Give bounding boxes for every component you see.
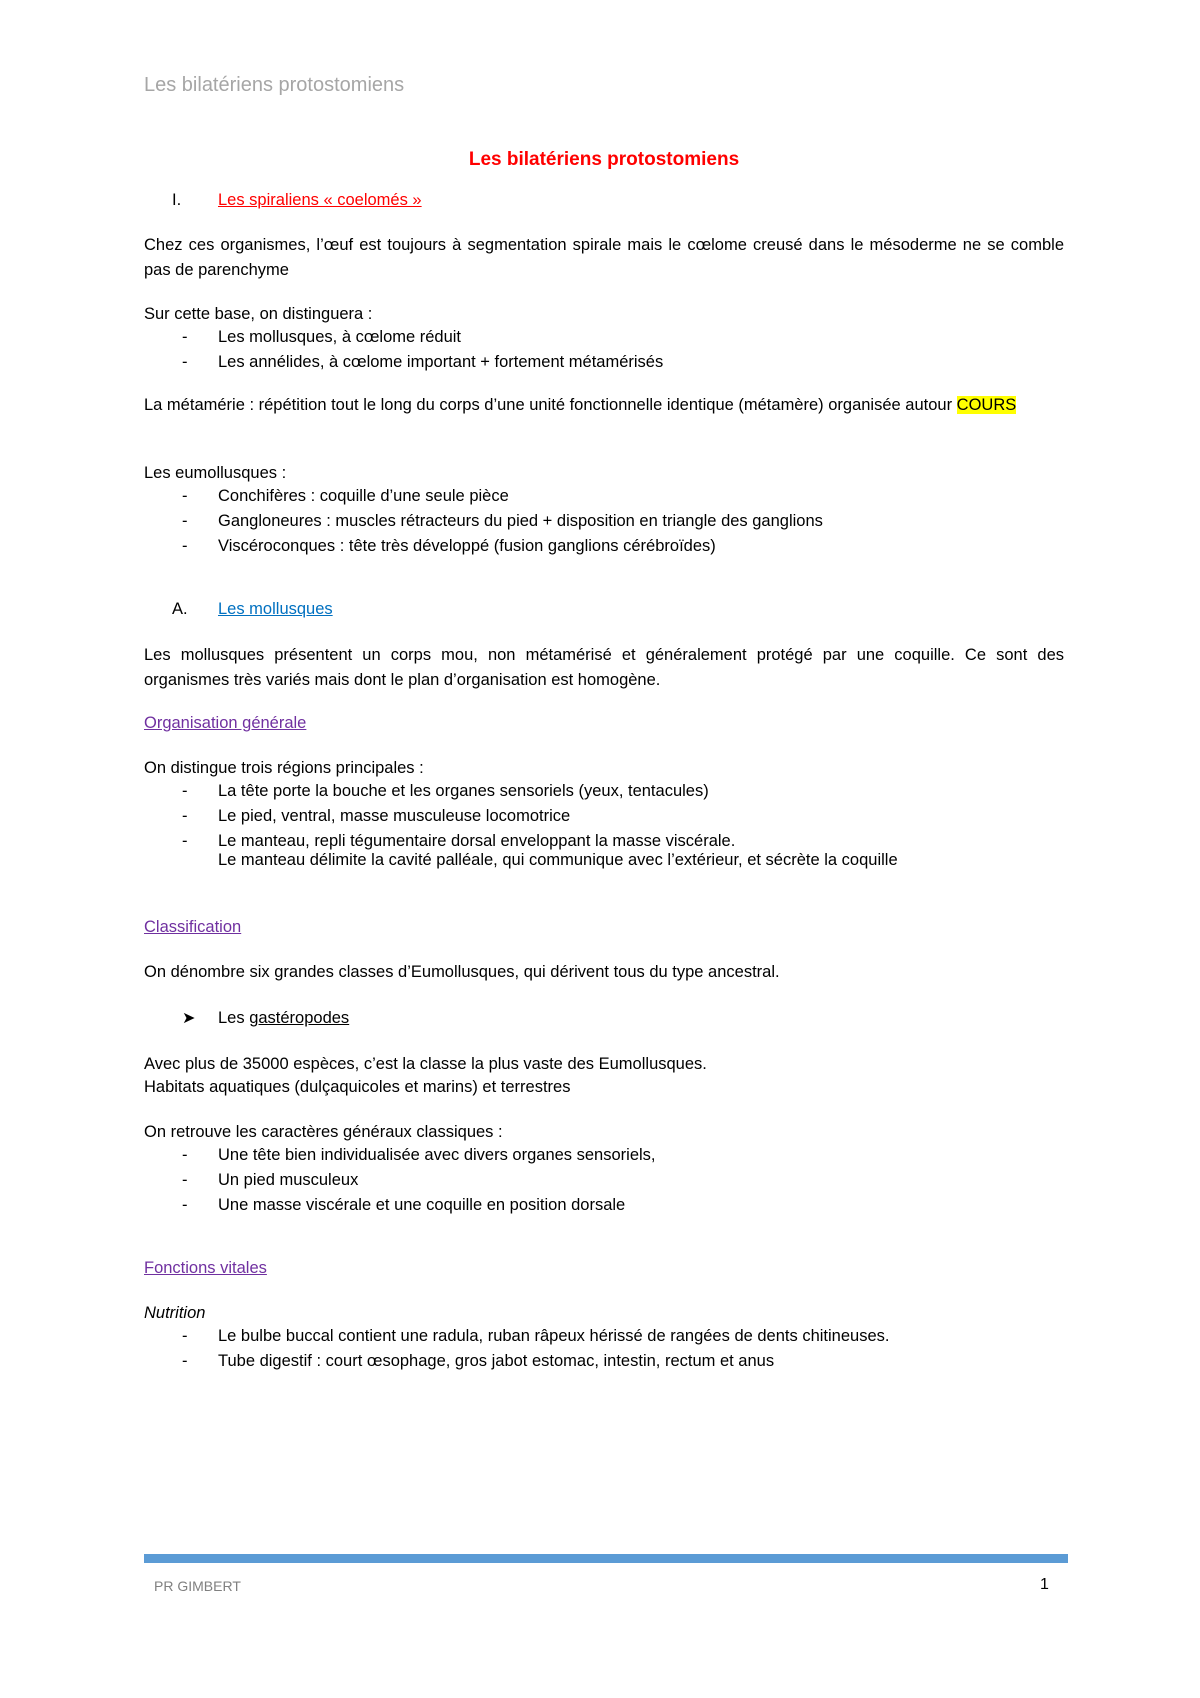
gasteropodes-prefix: Les — [218, 1009, 250, 1027]
classification-heading-row — [144, 915, 1064, 940]
list-item: - Tube digestif : court œsophage, gros jabot estomac, intestin, rectum et anus — [144, 1349, 1064, 1374]
gasteropodes-title: gastéropodes — [249, 1009, 350, 1027]
section-1-title: Les spiraliens « coelomés » — [218, 191, 422, 209]
highlighted-text: COURS — [956, 396, 1017, 414]
classification-heading: Classification — [144, 918, 242, 936]
section-a-letter: A. — [172, 600, 188, 618]
manteau-continuation: Le manteau délimite la cavité palléale, qui communique avec l’extérieur, et sécrète la coquille — [218, 851, 898, 869]
list-item: - Le pied, ventral, masse musculeuse locomotrice — [144, 804, 1064, 829]
list-item: - Une masse viscérale et une coquille en position dorsale — [144, 1193, 1064, 1218]
eumollusques-list — [144, 484, 1064, 559]
base-lead: Sur cette base, on distinguera : — [144, 305, 373, 323]
section-a-heading — [144, 597, 1064, 622]
arrow-bullet-icon: ➤ — [182, 1010, 196, 1027]
list-item: - Un pied musculeux — [144, 1168, 1064, 1193]
list-item: - Une tête bien individualisée avec divers organes sensoriels, — [144, 1143, 1064, 1168]
fonctions-heading: Fonctions vitales — [144, 1259, 267, 1277]
nutrition-list — [144, 1324, 1064, 1374]
metamerie-text: La métamérie : répétition tout le long du corps d’une unité fonctionnelle identique (métamère) organisée autour — [144, 396, 957, 414]
list-item: - Les mollusques, à cœlome réduit — [144, 325, 1064, 350]
page-number: 1 — [1040, 1576, 1049, 1593]
list-item: - Gangloneures : muscles rétracteurs du pied + disposition en triangle des ganglions — [144, 509, 1064, 534]
running-header: Les bilatériens protostomiens — [144, 74, 405, 96]
nutrition-label: Nutrition — [144, 1304, 206, 1322]
classification-text: On dénombre six grandes classes d’Eumollusques, qui dérivent tous du type ancestral. — [144, 963, 780, 981]
eumollusques-lead: Les eumollusques : — [144, 464, 287, 482]
organisation-heading: Organisation générale — [144, 714, 307, 732]
mollusques-intro: Les mollusques présentent un corps mou, non métamérisé et généralement protégé par une coquille. Ce sont des organismes très variés mais dont le plan d’organisation est homogène. — [144, 646, 1064, 689]
caracteres-list — [144, 1143, 1064, 1218]
organisation-lead: On distingue trois régions principales : — [144, 759, 424, 777]
footer-author: PR GIMBERT — [154, 1578, 241, 1594]
base-list — [144, 325, 1064, 375]
footer-divider — [144, 1554, 1068, 1563]
fonctions-heading-row — [144, 1256, 1064, 1281]
list-item: - Viscéroconques : tête très développé (fusion ganglions cérébroïdes) — [144, 534, 1064, 559]
organisation-list — [144, 779, 1064, 854]
gasteropodes-text-1: Avec plus de 35000 espèces, c’est la classe la plus vaste des Eumollusques. — [144, 1055, 707, 1073]
list-item: - La tête porte la bouche et les organes sensoriels (yeux, tentacules) — [144, 779, 1064, 804]
section-1-number: I. — [172, 191, 182, 209]
section-a-title: Les mollusques — [218, 600, 333, 618]
document-title: Les bilatériens protostomiens — [468, 149, 740, 170]
list-item: - Le manteau, repli tégumentaire dorsal enveloppant la masse viscérale. — [144, 829, 1064, 854]
section-1-intro: Chez ces organismes, l’œuf est toujours à segmentation spirale mais le cœlome creusé dans le mésoderme ne se comble pas de parenchyme — [144, 236, 1064, 279]
gasteropodes-heading — [144, 1006, 1102, 1031]
organisation-heading-row — [144, 711, 1064, 736]
caracteres-lead: On retrouve les caractères généraux classiques : — [144, 1123, 503, 1141]
list-item: - Le bulbe buccal contient une radula, ruban râpeux hérissé de rangées de dents chitineuses. — [144, 1324, 1064, 1349]
list-item: - Conchifères : coquille d’une seule pièce — [144, 484, 1064, 509]
section-1-heading — [144, 188, 1064, 213]
list-item: - Les annélides, à cœlome important + fortement métamérisés — [144, 350, 1064, 375]
metamerie-paragraph — [144, 393, 1064, 418]
gasteropodes-text-2: Habitats aquatiques (dulçaquicoles et marins) et terrestres — [144, 1078, 571, 1096]
